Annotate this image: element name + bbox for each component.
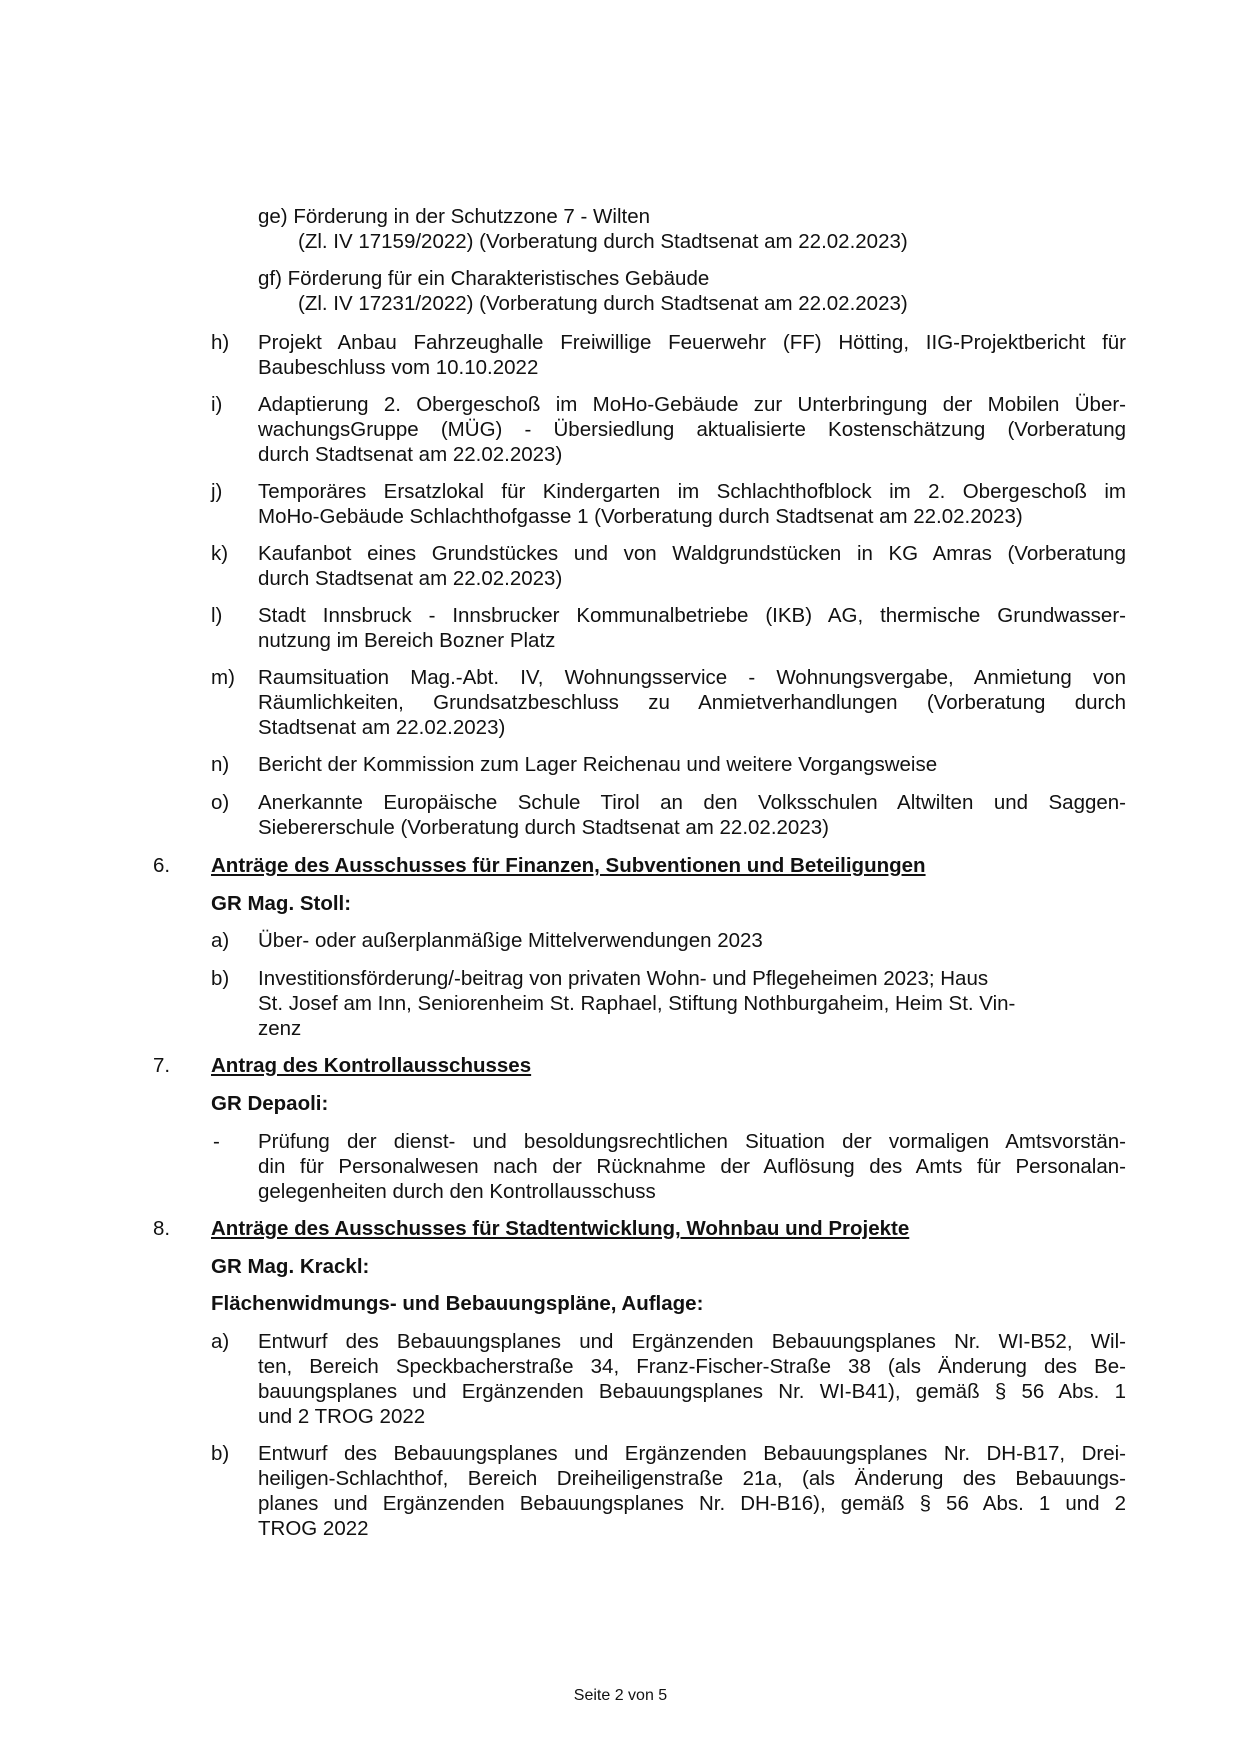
section-8-item-a-line-4: und 2 TROG 2022 [258, 1405, 426, 1428]
section-8-item-a-line-1: Entwurf des Bebauungsplanes und Ergänzenden Bebauungsplanes Nr. WI-B52, Wil- [258, 1330, 1126, 1353]
item-m-line-1: Raumsituation Mag.-Abt. IV, Wohnungsservice - Wohnungsvergabe, Anmietung von [258, 666, 1126, 689]
section-7-item-dash: - [213, 1130, 220, 1153]
section-8-title: Anträge des Ausschusses für Stadtentwicklung, Wohnbau und Projekte [211, 1217, 910, 1240]
item-gf-line-2: (Zl. IV 17231/2022) (Vorberatung durch Stadtsenat am 22.02.2023) [298, 292, 908, 315]
section-6-number: 6. [153, 854, 171, 877]
item-k-line-1: Kaufanbot eines Grundstückes und von Waldgrundstücken in KG Amras (Vorberatung [258, 542, 1126, 565]
item-m-line-3: Stadtsenat am 22.02.2023) [258, 716, 506, 739]
section-6-item-b-label: b) [211, 967, 230, 990]
section-8-subheading: Flächenwidmungs- und Bebauungspläne, Auflage: [211, 1292, 704, 1315]
item-j-line-1: Temporäres Ersatzlokal für Kindergarten im Schlachthofblock im 2. Obergeschoß im [258, 480, 1126, 503]
section-8-item-b-line-4: TROG 2022 [258, 1517, 369, 1540]
item-l-line-1: Stadt Innsbruck - Innsbrucker Kommunalbetriebe (IKB) AG, thermische Grundwasser- [258, 604, 1126, 627]
section-8-item-b-line-3: planes und Ergänzenden Bebauungsplanes Nr. DH-B16), gemäß § 56 Abs. 1 und 2 [258, 1492, 1126, 1515]
item-m-line-2: Räumlichkeiten, Grundsatzbeschluss zu Anmietverhandlungen (Vorberatung durch [258, 691, 1126, 714]
section-6-item-b-line-3: zenz [258, 1017, 302, 1040]
section-8-item-b-line-1: Entwurf des Bebauungsplanes und Ergänzenden Bebauungsplanes Nr. DH-B17, Drei- [258, 1442, 1126, 1465]
item-ge-line-2: (Zl. IV 17159/2022) (Vorberatung durch Stadtsenat am 22.02.2023) [298, 230, 908, 253]
section-8-item-b-label: b) [211, 1442, 230, 1465]
item-i-label: i) [211, 393, 223, 416]
item-h-line-1: Projekt Anbau Fahrzeughalle Freiwillige Feuerwehr (FF) Hötting, IIG-Projektbericht für [258, 331, 1126, 354]
section-6-title: Anträge des Ausschusses für Finanzen, Subventionen und Beteiligungen [211, 854, 926, 877]
section-8-item-b-line-2: heiligen-Schlachthof, Bereich Dreiheiligenstraße 21a, (als Änderung des Bebauungs- [258, 1467, 1126, 1490]
page-number-footer: Seite 2 von 5 [573, 1687, 668, 1704]
item-n-label: n) [211, 753, 230, 776]
section-8-item-a-label: a) [211, 1330, 230, 1353]
item-m-label: m) [211, 666, 235, 689]
section-7-item-line-3: gelegenheiten durch den Kontrollausschuss [258, 1180, 656, 1203]
item-h-line-2: Baubeschluss vom 10.10.2022 [258, 356, 539, 379]
section-6-item-b-line-1: Investitionsförderung/-beitrag von privaten Wohn- und Pflegeheimen 2023; Haus [258, 967, 989, 990]
item-l-label: l) [211, 604, 223, 627]
item-ge: ge) Förderung in der Schutzzone 7 - Wilten [258, 205, 650, 228]
item-gf: gf) Förderung für ein Charakteristisches Gebäude [258, 267, 710, 290]
item-k-line-2: durch Stadtsenat am 22.02.2023) [258, 567, 563, 590]
section-8-item-a-line-3: bauungsplanes und Ergänzenden Bebauungsplanes Nr. WI-B41), gemäß § 56 Abs. 1 [258, 1380, 1126, 1403]
section-7-item-line-2: din für Personalwesen nach der Rücknahme der Auflösung des Amts für Personalan- [258, 1155, 1126, 1178]
item-j-label: j) [211, 480, 223, 503]
section-7-item-line-1: Prüfung der dienst- und besoldungsrechtlichen Situation der vormaligen Amtsvorstän- [258, 1130, 1126, 1153]
item-n-line-1: Bericht der Kommission zum Lager Reichenau und weitere Vorgangsweise [258, 753, 938, 776]
item-o-line-1: Anerkannte Europäische Schule Tirol an den Volksschulen Altwilten und Saggen- [258, 791, 1126, 814]
section-8-number: 8. [153, 1217, 171, 1240]
item-i-line-2: wachungsGruppe (MÜG) - Übersiedlung aktualisierte Kostenschätzung (Vorberatung [258, 418, 1126, 441]
section-7-number: 7. [153, 1054, 171, 1077]
section-6-item-b-line-2: St. Josef am Inn, Seniorenheim St. Raphael, Stiftung Nothburgaheim, Heim St. Vin- [258, 992, 1016, 1015]
item-j-line-2: MoHo-Gebäude Schlachthofgasse 1 (Vorberatung durch Stadtsenat am 22.02.2023) [258, 505, 1023, 528]
item-i-line-1: Adaptierung 2. Obergeschoß im MoHo-Gebäude zur Unterbringung der Mobilen Über- [258, 393, 1126, 416]
item-i-line-3: durch Stadtsenat am 22.02.2023) [258, 443, 563, 466]
section-7-title: Antrag des Kontrollausschusses [211, 1054, 532, 1077]
section-8-speaker: GR Mag. Krackl: [211, 1255, 370, 1278]
item-o-line-2: Siebererschule (Vorberatung durch Stadtsenat am 22.02.2023) [258, 816, 829, 839]
section-6-item-a-line-1: Über- oder außerplanmäßige Mittelverwendungen 2023 [258, 929, 763, 952]
section-7-speaker: GR Depaoli: [211, 1092, 329, 1115]
item-o-label: o) [211, 791, 230, 814]
item-l-line-2: nutzung im Bereich Bozner Platz [258, 629, 556, 652]
section-6-speaker: GR Mag. Stoll: [211, 892, 352, 915]
section-8-item-a-line-2: ten, Bereich Speckbacherstraße 34, Franz-Fischer-Straße 38 (als Änderung des Be- [258, 1355, 1126, 1378]
item-h-label: h) [211, 331, 230, 354]
item-k-label: k) [211, 542, 229, 565]
section-6-item-a-label: a) [211, 929, 230, 952]
